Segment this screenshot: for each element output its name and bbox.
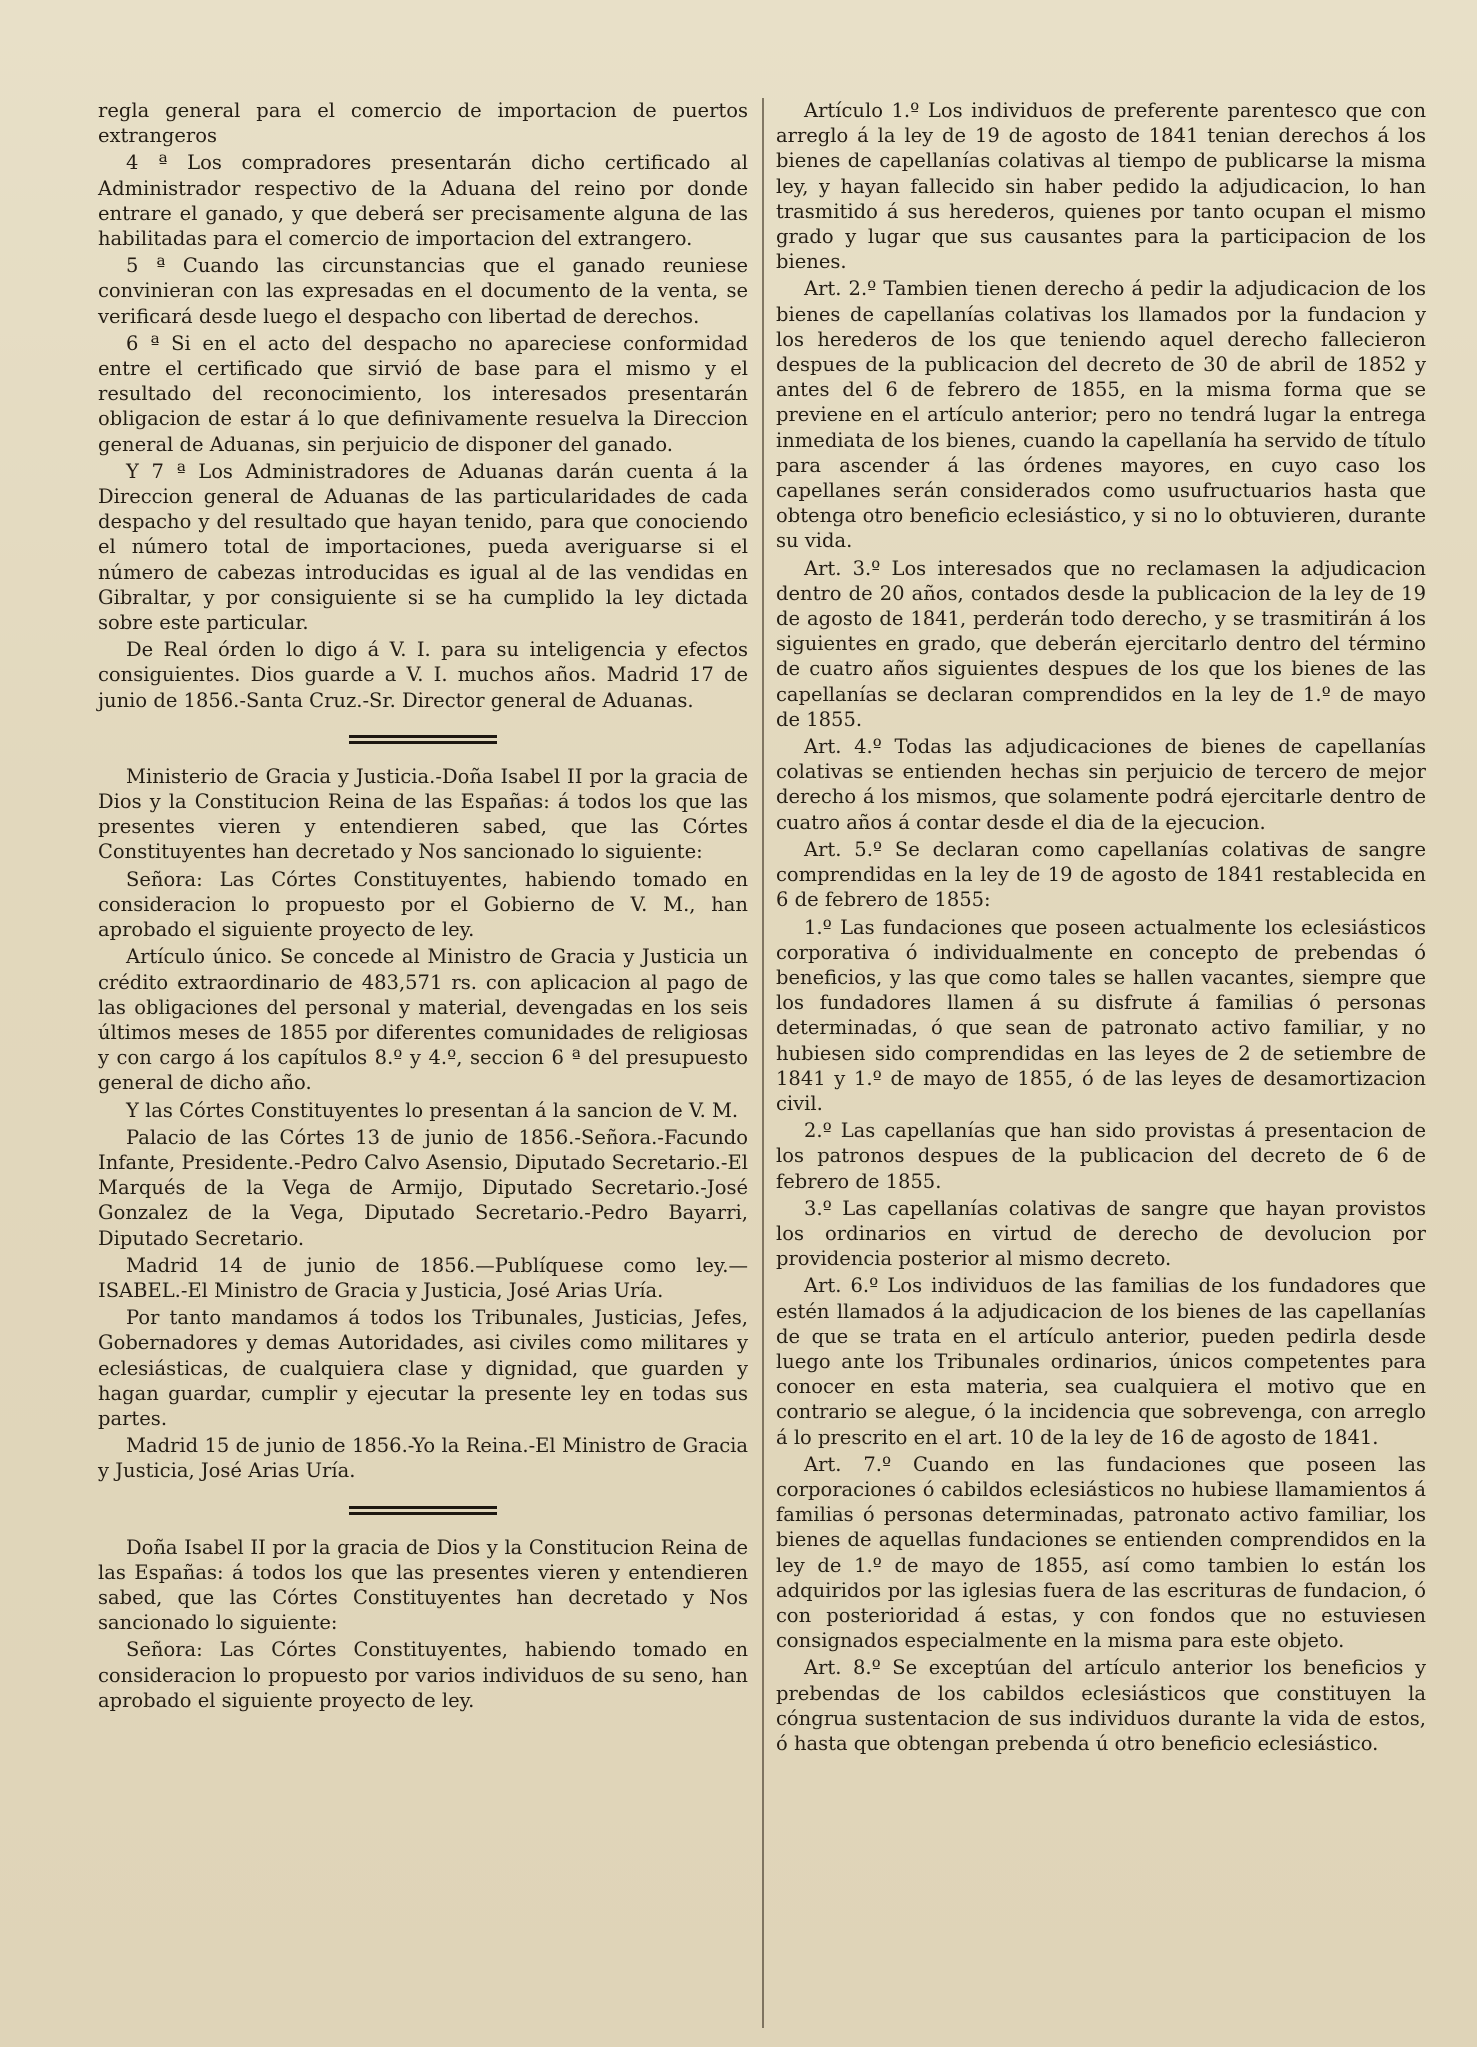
paragraph: De Real órden lo digo á V. I. para su inteligencia y efectos consiguientes. Dios guarde a V. I. muchos años. Madrid 17 de junio de 1856.-Santa Cruz.-Sr. Director general de Aduanas. bbox=[98, 638, 748, 712]
paragraph: Señora: Las Córtes Constituyentes, habiendo tomado en consideracion lo propuesto por el Gobierno de V. M., han aprobado el siguiente proyecto de ley. bbox=[98, 867, 748, 942]
section-divider bbox=[349, 735, 497, 744]
article-paragraph: Art. 8.º Se exceptúan del artículo anterior los beneficios y prebendas de los cabildos eclesiásticos que constituyen la cóngrua sustentacion de sus individuos durante la vida de estos, ó hasta que obtengan prebenda ú otro beneficio eclesiástico. bbox=[776, 1656, 1426, 1755]
paragraph: Ministerio de Gracia y Justicia.-Doña Isabel II por la gracia de Dios y la Constitucion Reina de las Españas: á todos los que las presentes vieren y entendieren sabed, que las Córtes Constituyentes han decretado y Nos sancionado lo siguiente: bbox=[98, 764, 748, 864]
article-paragraph: 2.º Las capellanías que han sido provistas á presentacion de los patronos despues de la publicacion del decreto de 6 de febrero de 1855. bbox=[776, 1119, 1426, 1193]
article-paragraph: 3.º Las capellanías colativas de sangre que hayan provistos los ordinarios en virtud de derecho de devolucion por providencia posterior al mismo decreto. bbox=[776, 1196, 1426, 1271]
paragraph: 6 ª Si en el acto del despacho no apareciese conformidad entre el certificado que sirvió de base para el mismo y el resultado del reconocimiento, los interesados presentarán obligacion de estar á lo que definivamente resuelva la Direccion general de Aduanas, sin perjuicio de disponer del ganado. bbox=[98, 331, 748, 456]
paragraph: Artículo único. Se concede al Ministro de Gracia y Justicia un crédito extraordinario de 483,571 rs. con aplicacion al pago de las obligaciones del personal y material, devengadas en los seis últimos meses de 1855 por diferentes comunidades de religiosas y con cargo á los capítulos 8.º y 4.º, seccion 6 ª del presupuesto general de dicho año. bbox=[98, 945, 748, 1095]
paragraph: 5 ª Cuando las circunstancias que el ganado reuniese convinieran con las expresadas en el documento de la venta, se verificará desde luego el despacho con libertad de derechos. bbox=[98, 254, 748, 328]
article-paragraph: Art. 2.º Tambien tienen derecho á pedir la adjudicacion de los bienes de capellanías colativas los llamados por la fundacion y los herederos de los que teniendo aquel derecho fallecieron despues de la publicacion del decreto de 30 de abril de 1852 y antes del 6 de febrero de 1855, en la misma forma que se previene en el artículo anterior; pero no tendrá lugar la entrega inmediata de los bienes, cuando la capellanía ha servido de título para ascender á las órdenes mayores, en cuyo caso los capellanes serán considerados como usufructuarios hasta que obtenga otro beneficio eclesiástico, y si no lo obtuvieren, durante su vida. bbox=[776, 277, 1426, 553]
article-paragraph: Art. 4.º Todas las adjudicaciones de bienes de capellanías colativas se entienden hechas sin perjuicio de tercero de mejor derecho á los mismos, que solamente podrá ejercitarle dentro de cuatro años á contar desde el dia de la ejecucion. bbox=[776, 735, 1426, 834]
paragraph: Por tanto mandamos á todos los Tribunales, Justicias, Jefes, Gobernadores y demas Autoridades, asi civiles como militares y eclesiásticas, de cualquiera clase y dignidad, que guarden y hagan guardar, cumplir y ejecutar la presente ley en todas sus partes. bbox=[98, 1306, 748, 1430]
article-paragraph: Art. 6.º Los individuos de las familias de los fundadores que estén llamados á la adjudicacion de los bienes de las capellanías de que se trata en el artículo anterior, pueden pedirla desde luego ante los Tribunales ordinarios, únicos competentes para conocer en esta materia, sea cualquiera el motivo que en contrario se alegue, ó la incidencia que sobrevenga, con arreglo á lo prescrito en el art. 10 de la ley de 16 de agosto de 1841. bbox=[776, 1274, 1426, 1449]
paragraph: 4 ª Los compradores presentarán dicho certificado al Administrador respectivo de la Aduana del reino por donde entrare el ganado, y que deberá ser precisamente alguna de las habilitadas para el comercio de importacion del extrangero. bbox=[98, 151, 748, 251]
paragraph: Palacio de las Córtes 13 de junio de 1856.-Señora.-Facundo Infante, Presidente.-Pedro Calvo Asensio, Diputado Secretario.-El Marqués de la Vega de Armijo, Diputado Secretario.-José Gonzalez de la Vega, Diputado Secretario.-Pedro Bayarri, Diputado Secretario. bbox=[98, 1125, 748, 1250]
paragraph: Y las Córtes Constituyentes lo presentan á la sancion de V. M. bbox=[126, 1098, 739, 1122]
article-paragraph: Art. 7.º Cuando en las fundaciones que poseen las corporaciones ó cabildos eclesiásticos no hubiese llamamientos á familias ó personas determinadas, patronato activo familiar, los bienes de aquellas fundaciones se entienden comprendidos en la ley de 1.º de mayo de 1855, así como tambien lo están los adquiridos por las iglesias fuera de las escrituras de fundacion, ó con posterioridad á estas, y con fondos que no estuviesen consignados especialmente en la misma para este objeto. bbox=[776, 1452, 1426, 1653]
paragraph: Madrid 15 de junio de 1856.-Yo la Reina.-El Ministro de Gracia y Justicia, José Arias Uría. bbox=[98, 1434, 748, 1483]
article-paragraph: 1.º Las fundaciones que poseen actualmente los eclesiásticos corporativa ó individualmente en concepto de prebendas ó beneficios, y las que como tales se hallen vacantes, siempre que los fundadores llamen á su disfrute á familias ó personas determinadas, ó que sean de patronato activo familiar, y no hubiesen sido comprendidas en las leyes de 2 de setiembre de 1841 y 1.º de mayo de 1855, ó de las leyes de desamortizacion civil. bbox=[776, 915, 1426, 1115]
right-column bbox=[776, 98, 1426, 1758]
paragraph: regla general para el comercio de importacion de puertos extrangeros bbox=[98, 99, 748, 148]
section-divider bbox=[349, 1506, 497, 1515]
paragraph: Madrid 14 de junio de 1856.—Publíquese como ley.— ISABEL.-El Ministro de Gracia y Justicia, José Arias Uría. bbox=[98, 1253, 748, 1302]
paragraph: Doña Isabel II por la gracia de Dios y la Constitucion Reina de las Españas: á todos los que las presentes vieren y entendieren sabed, que las Córtes Constituyentes han decretado y Nos sancionado lo siguiente: bbox=[98, 1535, 748, 1635]
paragraph: Y 7 ª Los Administradores de Aduanas darán cuenta á la Direccion general de Aduanas de las particularidades de cada despacho y del resultado que hayan tenido, para que conociendo el número total de importaciones, pueda averiguarse si el número de cabezas introducidas es igual al de las vendidas en Gibraltar, y por consiguiente si se ha cumplido la ley dictada sobre este particular. bbox=[98, 459, 748, 635]
column-rule bbox=[762, 98, 764, 2028]
left-column bbox=[98, 98, 748, 1715]
article-paragraph: Artículo 1.º Los individuos de preferente parentesco que con arreglo á la ley de 19 de agosto de 1841 tenian derechos á los bienes de capellanías colativas al tiempo de publicarse la misma ley, y hayan fallecido sin haber pedido la adjudicacion, lo han trasmitido á sus herederos, quienes por tanto ocupan el mismo grado y lugar que sus causantes para la participacion de los bienes. bbox=[776, 99, 1426, 274]
article-paragraph: Art. 3.º Los interesados que no reclamasen la adjudicacion dentro de 20 años, contados desde la publicacion de la ley de 19 de agosto de 1841, perderán todo derecho, y se trasmitirán á los siguientes en grado, que deberán ejercitarlo dentro del término de cuatro años siguientes despues de los que los bienes de las capellanías se declaran comprendidos en la ley de 1.º de mayo de 1855. bbox=[776, 556, 1426, 731]
article-paragraph: Art. 5.º Se declaran como capellanías colativas de sangre comprendidas en la ley de 19 de agosto de 1841 restablecida en 6 de febrero de 1855: bbox=[776, 837, 1426, 912]
paragraph: Señora: Las Córtes Constituyentes, habiendo tomado en consideracion lo propuesto por varios individuos de su seno, han aprobado el siguiente proyecto de ley. bbox=[98, 1638, 748, 1712]
